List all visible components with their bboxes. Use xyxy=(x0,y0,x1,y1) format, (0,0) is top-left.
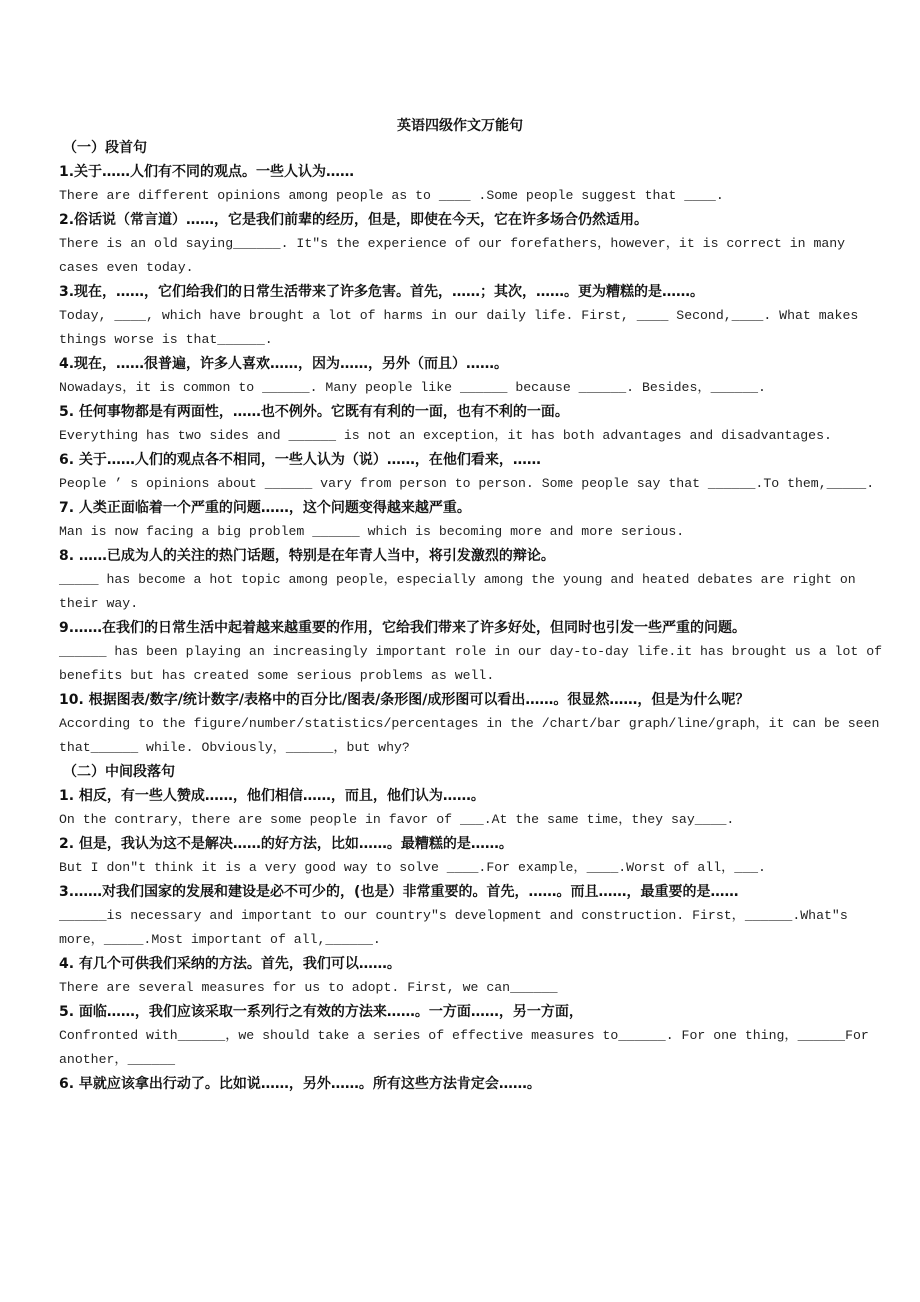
chinese-sentence: 5. 面临……，我们应该采取一系列行之有效的方法来……。一方面……，另一方面， xyxy=(59,1004,583,1020)
chinese-sentence: 1. 相反，有一些人赞成……，他们相信……，而且，他们认为……。 xyxy=(59,788,485,804)
document-body xyxy=(59,136,889,1096)
english-sentence: Confronted with______，we should take a series of effective measures to______. For one thing，______For another，______ xyxy=(59,1028,877,1067)
sentence-item-1-10 xyxy=(59,688,889,760)
sentence-item-1-3 xyxy=(59,280,889,352)
chinese-sentence: 7. 人类正面临着一个严重的问题……，这个问题变得越来越严重。 xyxy=(59,500,471,516)
english-sentence: But I don″t think it is a very good way to solve ____.For example，____.Worst of all，___. xyxy=(59,860,766,875)
english-sentence: ______is necessary and important to our country″s development and construction. First，______.What″s more，_____.Most important of all,______. xyxy=(59,908,856,947)
chinese-sentence: 6. 关于……人们的观点各不相同，一些人认为（说）……，在他们看来，…… xyxy=(59,452,541,468)
chinese-sentence: 8. ……已成为人的关注的热门话题，特别是在年青人当中，将引发激烈的辩论。 xyxy=(59,548,555,564)
english-sentence: Man is now facing a big problem ______ which is becoming more and more serious. xyxy=(59,524,685,539)
sentence-item-2-1 xyxy=(59,784,889,832)
section-heading-opening: （一）段首句 xyxy=(63,140,147,156)
english-sentence: There are several measures for us to adopt. First, we can______ xyxy=(59,980,558,995)
sentence-item-1-5 xyxy=(59,400,889,448)
sentence-item-1-8 xyxy=(59,544,889,616)
english-sentence: ______ has been playing an increasingly important role in our day-to-day life.it has brought us a lot of benefits but has created some serious problems as well. xyxy=(59,644,890,683)
chinese-sentence: 3.现在，……，它们给我们的日常生活带来了许多危害。首先，……；其次，……。更为糟糕的是……。 xyxy=(59,284,705,300)
chinese-sentence: 6. 早就应该拿出行动了。比如说……，另外……。所有这些方法肯定会……。 xyxy=(59,1076,541,1092)
chinese-sentence: 4. 有几个可供我们采纳的方法。首先，我们可以……。 xyxy=(59,956,401,972)
chinese-sentence: 4.现在，……很普遍，许多人喜欢……，因为……，另外（而且）……。 xyxy=(59,356,509,372)
english-sentence: People ’ s opinions about ______ vary from person to person. Some people say that ______.To them,_____. xyxy=(59,476,875,491)
chinese-sentence: 5. 任何事物都是有两面性，……也不例外。它既有有利的一面，也有不利的一面。 xyxy=(59,404,569,420)
chinese-sentence: 2. 但是，我认为这不是解决……的好方法，比如……。最糟糕的是……。 xyxy=(59,836,513,852)
sentence-item-1-9 xyxy=(59,616,889,688)
english-sentence: There are different opinions among people as to ____ .Some people suggest that ____. xyxy=(59,188,724,203)
sentence-item-1-6 xyxy=(59,448,889,496)
sentence-item-2-3 xyxy=(59,880,889,952)
sentence-item-1-2 xyxy=(59,208,889,280)
sentence-item-1-4 xyxy=(59,352,889,400)
sentence-item-1-7 xyxy=(59,496,889,544)
document-title: 英语四级作文万能句 xyxy=(397,118,523,134)
english-sentence: On the contrary，there are some people in favor of ___.At the same time，they say____. xyxy=(59,812,735,827)
english-sentence: There is an old saying______. It″s the experience of our forefathers，however，it is correct in many cases even today. xyxy=(59,236,854,275)
sentence-item-2-2 xyxy=(59,832,889,880)
english-sentence: Today, ____, which have brought a lot of harms in our daily life. First, ____ Second,____. What makes things worse is that______. xyxy=(59,308,867,347)
chinese-sentence: 9.……在我们的日常生活中起着越来越重要的作用，它给我们带来了许多好处，但同时也引发一些严重的问题。 xyxy=(59,620,747,636)
english-sentence: According to the figure/number/statistics/percentages in the /chart/bar graph/line/graph，it can be seen that______ while. Obviously，______，but why? xyxy=(59,716,888,755)
sentence-item-2-4 xyxy=(59,952,889,1000)
section-heading-middle: （二）中间段落句 xyxy=(63,764,175,780)
chinese-sentence: 10. 根据图表/数字/统计数字/表格中的百分比/图表/条形图/成形图可以看出……。很显然……，但是为什么呢？ xyxy=(59,692,750,708)
english-sentence: Nowadays，it is common to ______. Many people like ______ because ______. Besides，______. xyxy=(59,380,766,395)
sentence-item-2-6 xyxy=(59,1072,889,1096)
english-sentence: Everything has two sides and ______ is not an exception，it has both advantages and disadvantages. xyxy=(59,428,832,443)
chinese-sentence: 3.……对我们国家的发展和建设是必不可少的，(也是）非常重要的。首先，……。而且……，最重要的是…… xyxy=(59,884,739,900)
chinese-sentence: 1.关于……人们有不同的观点。一些人认为…… xyxy=(59,164,355,180)
english-sentence: _____ has become a hot topic among people，especially among the young and heated debates are right on their way. xyxy=(59,572,864,611)
chinese-sentence: 2.俗话说（常言道）……，它是我们前辈的经历，但是，即使在今天，它在许多场合仍然适用。 xyxy=(59,212,649,228)
sentence-item-2-5 xyxy=(59,1000,889,1072)
sentence-item-1-1 xyxy=(59,160,889,208)
